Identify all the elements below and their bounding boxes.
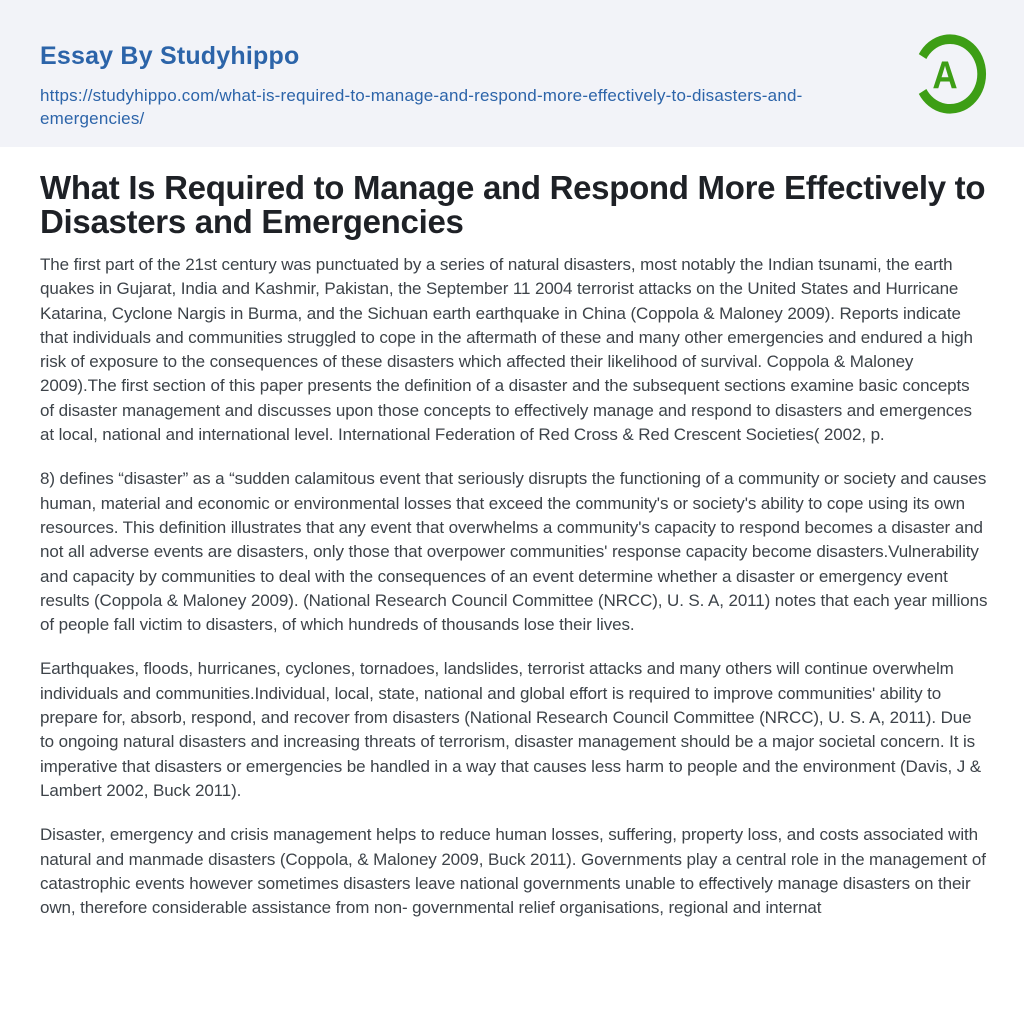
essay-paragraph-3: Earthquakes, floods, hurricanes, cyclones, tornadoes, landslides, terrorist attacks and many others will continue overwhelm individuals and communities.Individual, local, state, national and global effort is required to improve communities' ability to prepare for, absorb, respond, and recover from disasters (National Research Council Committee (NRCC), U. S. A, 2011). Due to ongoing natural disasters and increasing threats of terrorism, disaster management should be a major societal concern. It is imperative that disasters or emergencies be handled in a way that causes less harm to people and the environment (Davis, J & Lambert 2002, Buck 2011). <box>40 659 982 800</box>
essay-article <box>0 171 1024 980</box>
essay-paragraph-4: Disaster, emergency and crisis management helps to reduce human losses, suffering, property loss, and costs associated with natural and manmade disasters (Coppola, & Maloney 2009, Buck 2011). Governments play a central role in the management of catastrophic events however sometimes disasters leave national governments unable to effectively manage disasters on their own, therefore considerable assistance from non- governmental relief organisations, regional and internat <box>40 825 986 918</box>
essay-paragraph-2: 8) defines “disaster” as a “sudden calamitous event that seriously disrupts the functioning of a community or society and causes human, material and economic or environmental losses that exceed the community's or society's ability to cope using its own resources. This definition illustrates that any event that overwhelms a community's capacity to respond becomes a disaster and not all adverse events are disasters, only those that overpower communities' response capacity become disasters.Vulnerability and capacity by communities to deal with the consequences of an event determine whether a disaster or emergency event results (Coppola & Maloney 2009). (National Research Council Committee (NRCC), U. S. A, 2011) notes that each year millions of people fall victim to disasters, of which hundreds of thousands lose their lives. <box>40 469 988 635</box>
essay-paragraph-1: The first part of the 21st century was punctuated by a series of natural disasters, most notably the Indian tsunami, the earth quakes in Gujarat, India and Kashmir, Pakistan, the September 11 2004 terrorist attacks on the United States and Hurricane Katarina, Cyclone Nargis in Burma, and the Sichuan earth earthquake in China (Coppola & Maloney 2009). Reports indicate that individuals and communities struggled to cope in the aftermath of these and many other emergencies and endured a high risk of exposure to the consequences of these disasters which affected their likelihood of survival. Coppola & Maloney 2009).The first section of this paper presents the definition of a disaster and the subsequent sections examine basic concepts of disaster management and discusses upon those concepts to effectively manage and respond to disasters and emergences at local, national and international level. International Federation of Red Cross & Red Crescent Societies( 2002, p. <box>40 255 973 445</box>
brand-title: Essay By Studyhippo <box>40 42 300 70</box>
logo-letter: A <box>932 54 958 98</box>
studyhippo-logo <box>910 0 990 118</box>
essay-url-link[interactable]: https://studyhippo.com/what-is-required-to-manage-and-respond-more-effectively-to-disasters-and-emergencies/ <box>40 85 803 128</box>
essay-title: What Is Required to Manage and Respond More Effectively to Disasters and Emergencies <box>40 169 986 240</box>
page-header <box>0 0 1024 147</box>
header-text-block <box>40 0 830 130</box>
